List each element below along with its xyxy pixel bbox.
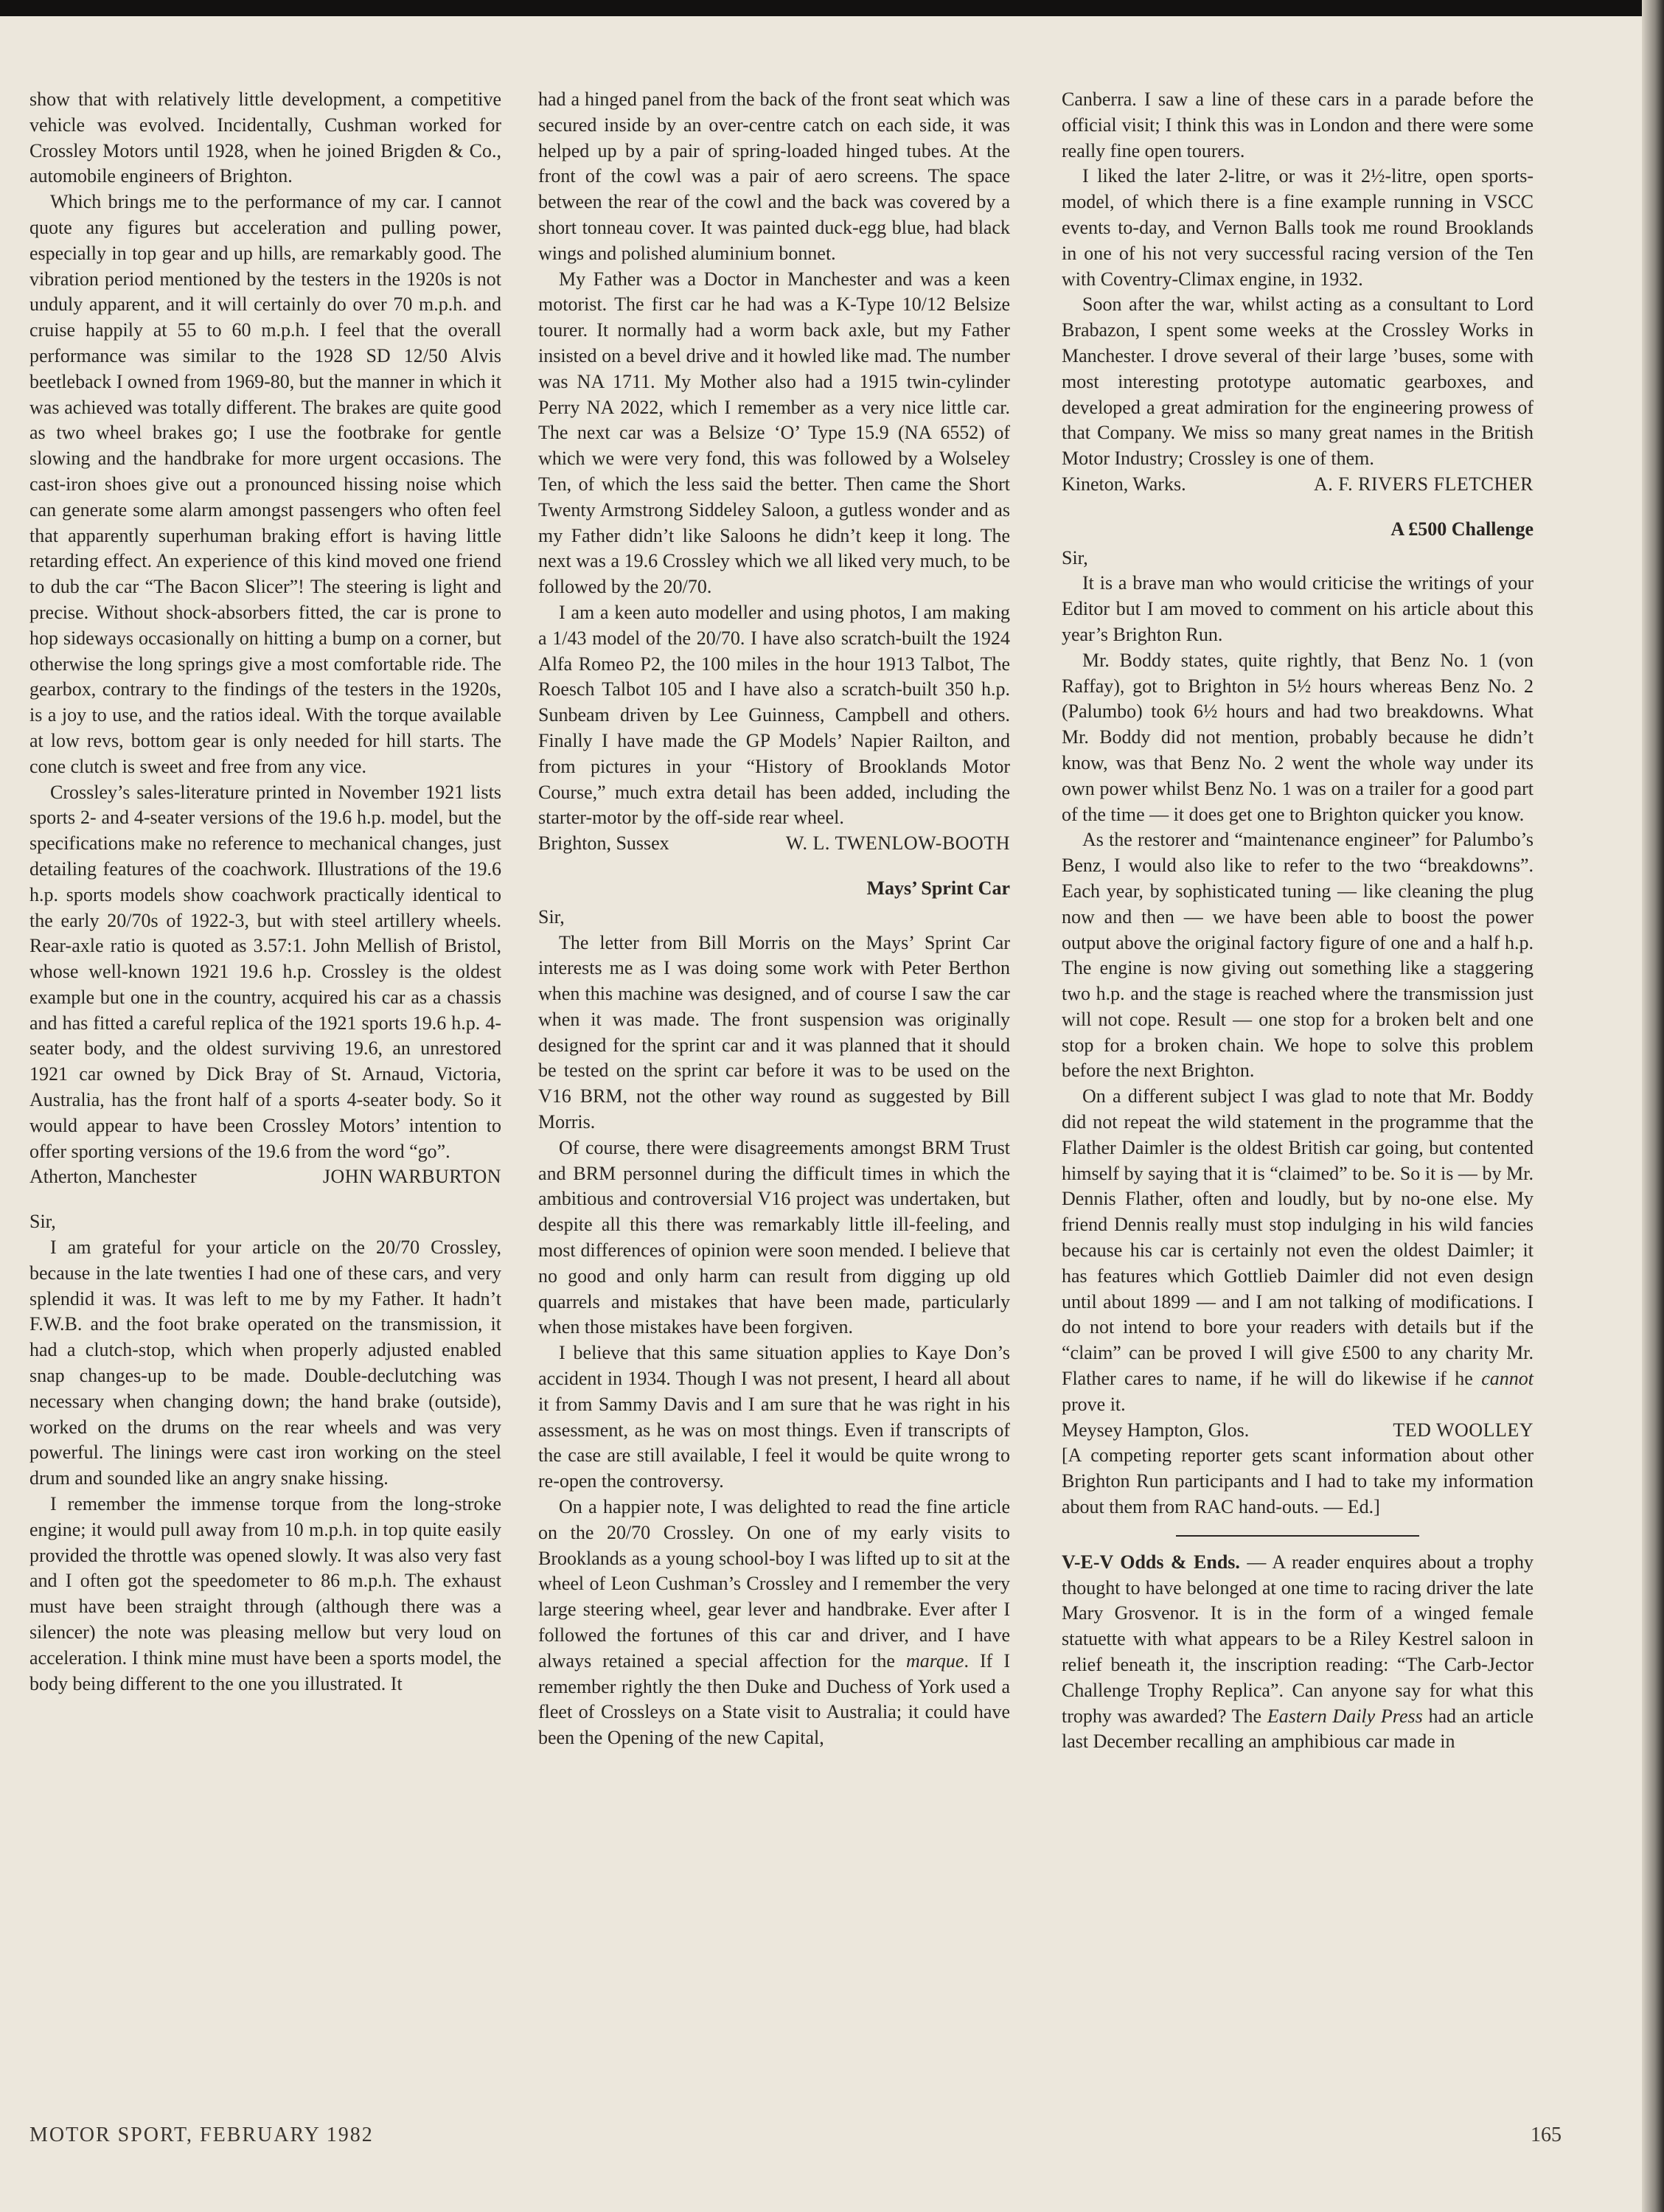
- paragraph: Which brings me to the performance of my car. I cannot quote any figures but acceleration and pulling power, especially in top gear and up hills, are remarkably good. The vibration period mentioned by the testers in the 1920s is not unduly apparent, and it will certainly do over 70 m.p.h. and cruise happily at 55 to 60 m.p.h. I feel that the overall performance was similar to the 1928 SD 12/50 Alvis beetleback I owned from 1969-80, but the manner in which it was achieved was totally different. The brakes are quite good as two wheel brakes go; I use the footbrake for gentle slowing and the handbrake for more urgent occasions. The cast-iron shoes give out a pronounced hissing noise which can generate some alarm amongst passengers who often feel that apparently superhuman braking effort is having little retarding effect. An experience of this kind moved one friend to dub the car “The Bacon Slicer”! The steering is light and precise. Without shock-absorbers fitted, the car is prone to hop sideways occasionally on hitting a bump on a corner, but otherwise the long springs give a most comfortable ride. The gearbox, contrary to the findings of the testers in the 1920s, is a joy to use, and the ratios ideal. With the torque available at low revs, bottom gear is only needed for hill starts. The cone clutch is sweet and free from any vice.: [29, 191, 501, 777]
- letter-signature: [538, 831, 1010, 857]
- paragraph: show that with relatively little development, a competitive vehicle was evolved. Incidentally, Cushman worked for Crossley Motors until 1928, when he joined Brigden & Co., automobile engineers of Brighton.: [29, 88, 501, 187]
- odds-and-ends-title: V-E-V Odds & Ends.: [1062, 1551, 1240, 1573]
- letter-signature: [1062, 472, 1534, 498]
- section-divider: [1176, 1535, 1419, 1537]
- letter-heading: A £500 Challenge: [1390, 518, 1534, 540]
- signature-place: Kineton, Warks.: [1062, 473, 1186, 495]
- signature-place: Brighton, Sussex: [538, 832, 669, 855]
- paragraph: I remember the immense torque from the long-stroke engine; it would pull away from 10 m.p.h. in top quite easily provided the throttle was opened slowly. It was also very fast and I often got the speedometer to 86 m.p.h. The exhaust must have been straight through (although there was a silencer) the note was pleasing mellow but very loud on acceleration. I think mine must have been a sports model, the body being different to the one you illustrated. It: [29, 1493, 501, 1694]
- column-1: [29, 87, 501, 1697]
- paragraph: Of course, there were disagreements amongst BRM Trust and BRM personnel during the difficult times in which the ambitious and controversial V16 project was undertaken, but despite all this there was remarkably little ill-feeling, and most differences of opinion were soon mended. I believe that no good and only harm can result from digging up old quarrels and mistakes that have been made, particularly when those mistakes have been forgiven.: [538, 1136, 1010, 1338]
- letter-signature: [1062, 1418, 1534, 1444]
- paragraph: It is a brave man who would criticise the writings of your Editor but I am moved to comment on his article about this year’s Brighton Run.: [1062, 572, 1534, 645]
- paragraph: Crossley’s sales-literature printed in November 1921 lists sports 2- and 4-seater versions of the 19.6 h.p. model, but the specifications make no reference to mechanical changes, just detailing features of the coachwork. Illustrations of the 19.6 h.p. sports models show coachwork practically identical to the early 20/70s of 1922-3, but with steel artillery wheels. Rear-axle ratio is quoted as 3.57:1. John Mellish of Bristol, whose well-known 1921 19.6 h.p. Crossley is the oldest example but one in the country, acquired his car as a chassis and has fitted a careful replica of the 1921 sports 19.6 h.p. 4-seater body, and the oldest surviving 19.6, an unrestored 1921 car owned by Dick Bray of St. Arnaud, Victoria, Australia, has the front half of a sports 4-seater body. So it would appear to have been Crossley Motors’ intention to offer sporting versions of the 19.6 from the word “go”.: [29, 781, 501, 1162]
- footer-page-number: 165: [1531, 2124, 1562, 2146]
- salutation: Sir,: [29, 1211, 56, 1233]
- column-3: [1062, 87, 1534, 1755]
- paragraph: As the restorer and “maintenance engineer” for Palumbo’s Benz, I would also like to refer to the two “breakdowns”. Each year, by sophisticated tuning — like cleaning the plug now and then — we have been able to boost the power output above the original factory figure of one and a half h.p. The engine is now giving out something like a staggering two h.p. and the stage is reached where the transmission just will not cope. Result — one stop for a broken belt and one stop for a broken chain. We hope to solve this problem before the next Brighton.: [1062, 829, 1534, 1082]
- paragraph: had a hinged panel from the back of the front seat which was secured inside by an over-centre catch on each side, it was helped up by a pair of spring-loaded hinged tubes. At the front of the cowl was a pair of aero screens. The space between the rear of the cowl and the back was covered by a short tonneau cover. It was painted duck-egg blue, had black wings and polished aluminium bonnet.: [538, 88, 1010, 264]
- paragraph: I liked the later 2-litre, or was it 2½-litre, open sports-model, of which there is a fine example running in VSCC events to-day, and Vernon Balls took me round Brooklands in one of his not very successful racing version of the Ten with Coventry-Climax engine, in 1932.: [1062, 165, 1534, 290]
- signature-name: A. F. RIVERS FLETCHER: [1313, 473, 1534, 495]
- signature-place: Meysey Hampton, Glos.: [1062, 1419, 1250, 1441]
- odds-and-ends-paragraph: V-E-V Odds & Ends. — A reader enquires about a trophy thought to have belonged at one time to racing driver the late Mary Grosvenor. It is in the form of a winged female statuette with what appears to be a Riley Kestrel saloon in relief beneath it, the inscription reading: “The Carb-Jector Challenge Trophy Replica”. Can anyone say for what this trophy was awarded? The Eastern Daily Press had an article last December recalling an amphibious car made in: [1062, 1551, 1534, 1753]
- editor-note: [A competing reporter gets scant information about other Brighton Run participants and I had to take my information about them from RAC hand-outs. — Ed.]: [1062, 1444, 1534, 1518]
- signature-name: W. L. TWENLOW-BOOTH: [785, 832, 1010, 855]
- signature-name: JOHN WARBURTON: [322, 1166, 501, 1188]
- paragraph: I am grateful for your article on the 20/70 Crossley, because in the late twenties I had one of these cars, and very splendid it was. It was left to me by my Father. It hadn’t F.W.B. and the foot brake operated on the transmission, it had a clutch-stop, which when properly adjusted enabled snap changes-up to be made. Double-declutching was necessary when changing down; the hand brake (outside), worked on the drums on the rear wheels and was very powerful. The linings were cast iron working on the steel drum and sounded like an angry snake hissing.: [29, 1237, 501, 1489]
- paragraph: I believe that this same situation applies to Kaye Don’s accident in 1934. Though I was not present, I heard all about it from Sammy Davis and I am sure that he was right in his assessment, as he was on most things. Even if transcripts of the case are still available, I feel it would be quite wrong to re-open the controversy.: [538, 1342, 1010, 1492]
- scan-top-edge: [0, 0, 1664, 16]
- paragraph: My Father was a Doctor in Manchester and was a keen motorist. The first car he had was a K-Type 10/12 Belsize tourer. It normally had a worm back axle, but my Father insisted on a bevel drive and it howled like mad. The number was NA 1711. My Mother also had a 1915 twin-cylinder Perry NA 2022, which I remember as a very nice little car. The next car was a Belsize ‘O’ Type 15.9 (NA 6552) of which we were very fond, this was followed by a Wolseley Ten, of which the less said the better. Then came the Short Twenty Armstrong Siddeley Saloon, a gutless wonder and as my Father didn’t like Saloons he didn’t keep it long. The next was a 19.6 Crossley which we all liked very much, to be followed by the 20/70.: [538, 268, 1010, 598]
- scan-page-gutter: [1642, 0, 1664, 2212]
- letter-heading: Mays’ Sprint Car: [866, 877, 1010, 899]
- paragraph: On a different subject I was glad to note that Mr. Boddy did not repeat the wild statement in the programme that the Flather Daimler is the oldest British car going, but contented himself by saying that it is “claimed” to be. So it is — by Mr. Dennis Flather, often and loudly, but by no-one else. My friend Dennis really must stop indulging in his wild fancies because his car is certainly not even the oldest Daimler; it has features which Gottlieb Daimler did not even design until about 1899 — and I am not talking of modifications. I do not intend to bore your readers with details but if the “claim” can be proved I will give £500 to any charity Mr. Flather cares to name, if he will do likewise if he cannot prove it.: [1062, 1085, 1534, 1415]
- paragraph: Canberra. I saw a line of these cars in a parade before the official visit; I think this was in London and there were some really fine open tourers.: [1062, 88, 1534, 161]
- salutation: Sir,: [538, 905, 565, 928]
- paragraph: The letter from Bill Morris on the Mays’ Sprint Car interests me as I was doing some work with Peter Berthon when this machine was designed, and of course I saw the car when it was made. The front suspension was originally designed for the sprint car and it was planned that it should be tested on the sprint car before it was to be used on the V16 BRM, not the other way round as suggested by Bill Morris.: [538, 931, 1010, 1133]
- paragraph: I am a keen auto modeller and using photos, I am making a 1/43 model of the 20/70. I have also scratch-built the 1924 Alfa Romeo P2, the 100 miles in the hour 1913 Talbot, The Roesch Talbot 105 and I have also a scratch-built 350 h.p. Sunbeam driven by Lee Guinness, Campbell and others. Finally I have made the GP Models’ Napier Railton, and from pictures in your “History of Brooklands Motor Course,” much extra detail has been added, including the starter-motor by the off-side rear wheel.: [538, 601, 1010, 829]
- footer-publication: MOTOR SPORT, FEBRUARY 1982: [29, 2124, 374, 2146]
- letter-signature: [29, 1164, 501, 1190]
- salutation: Sir,: [1062, 546, 1088, 568]
- signature-place: Atherton, Manchester: [29, 1166, 197, 1188]
- magazine-page: [29, 87, 1548, 2107]
- column-2: [538, 87, 1010, 1751]
- paragraph: Mr. Boddy states, quite rightly, that Benz No. 1 (von Raffay), got to Brighton in 5½ hours whereas Benz No. 2 (Palumbo) took 6½ hours and had two breakdowns. What Mr. Boddy did not mention, probably because he didn’t know, was that Benz No. 2 went the whole way under its own power whilst Benz No. 1 was on a trailer for a good part of the time — it does get one to Brighton quicker you know.: [1062, 649, 1534, 825]
- paragraph: Soon after the war, whilst acting as a consultant to Lord Brabazon, I spent some weeks at the Crossley Works in Manchester. I drove several of their large ’buses, some with most interesting prototype automatic gearboxes, and developed a great admiration for the engineering prowess of that Company. We miss so many great names in the British Motor Industry; Crossley is one of them.: [1062, 293, 1534, 470]
- paragraph: On a happier note, I was delighted to read the fine article on the 20/70 Crossley. On one of my early visits to Brooklands as a young school-boy I was lifted up to sit at the wheel of Leon Cushman’s Crossley and I remember the very large steering wheel, gear lever and handbrake. Ever after I followed the fortunes of this car and driver, and I have always retained a special affection for the marque. If I remember rightly the then Duke and Duchess of York used a fleet of Crossleys on a State visit to Australia; it could have been the Opening of the new Capital,: [538, 1496, 1010, 1749]
- signature-name: TED WOOLLEY: [1393, 1419, 1534, 1441]
